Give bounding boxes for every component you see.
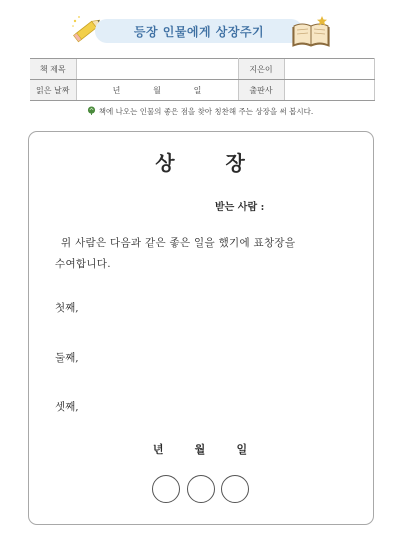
publisher-label: 출판사 xyxy=(238,80,284,101)
read-date-label: 읽은 날짜 xyxy=(30,80,76,101)
body-line-2: 수여합니다. xyxy=(55,258,111,270)
receiver-label: 받는 사람 : xyxy=(215,202,265,213)
book-title-field[interactable] xyxy=(76,59,238,80)
date-year-label: 년 xyxy=(112,85,121,95)
book-info-table xyxy=(30,58,375,101)
stamp-circle-2[interactable] xyxy=(187,475,215,503)
stamp-circle-1[interactable] xyxy=(152,475,180,503)
header xyxy=(0,0,400,52)
author-field[interactable] xyxy=(284,59,374,80)
page-title: 등장 인물에게 상장주기 xyxy=(133,24,265,39)
cert-date-day: 일 xyxy=(236,443,248,456)
instruction-text: 책에 나오는 인물의 좋은 점을 찾아 칭찬해 주는 상장을 써 봅시다. xyxy=(98,107,314,116)
date-month-label: 월 xyxy=(153,85,161,95)
cert-date-month: 월 xyxy=(194,443,206,456)
title-banner xyxy=(95,19,303,43)
cert-date-year: 년 xyxy=(152,443,164,456)
certificate-body xyxy=(55,233,355,275)
book-title-label: 책 제목 xyxy=(30,59,76,80)
leaf-icon xyxy=(87,106,96,115)
body-line-1: 위 사람은 다음과 같은 좋은 일을 했기에 표창장을 xyxy=(61,237,296,249)
instruction xyxy=(0,106,400,117)
date-day-label: 일 xyxy=(193,85,202,95)
publisher-field[interactable] xyxy=(284,80,374,101)
certificate-title: 상 장 xyxy=(155,151,267,175)
certificate-date xyxy=(0,441,400,457)
third-reason-label: 셋째, xyxy=(55,401,79,413)
stamp-circle-3[interactable] xyxy=(221,475,249,503)
read-date-field[interactable] xyxy=(76,80,238,101)
stamp-circles xyxy=(152,475,252,505)
book-icon xyxy=(290,14,334,48)
award-certificate xyxy=(28,131,374,525)
first-reason-label: 첫째, xyxy=(55,302,79,314)
author-label: 지은이 xyxy=(238,59,284,80)
second-reason-label: 둘째, xyxy=(55,352,79,364)
